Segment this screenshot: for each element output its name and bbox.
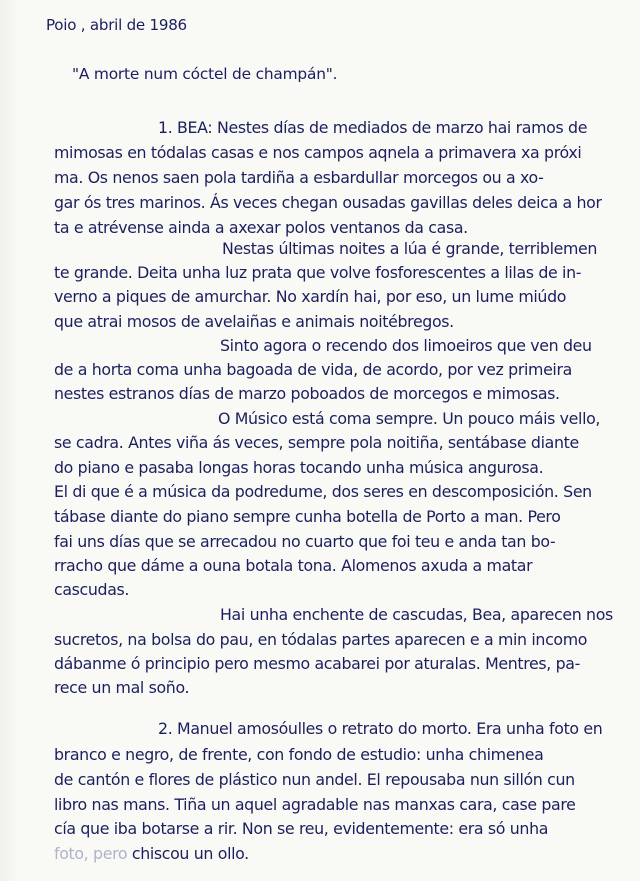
section-1-line-16: El di que é a música da podredume, dos seres en descomposición. Sen bbox=[54, 482, 592, 501]
section-2-line-1: 2. Manuel amosóulles o retrato do morto. Era unha foto en bbox=[158, 719, 603, 738]
section-1-line-10: Sinto agora o recendo dos limoeiros que ven deu bbox=[220, 336, 592, 355]
section-1-line-17: tábase diante do piano sempre cunha botella de Porto a man. Pero bbox=[54, 507, 561, 526]
chiscou-un-ollo-text: chiscou un ollo. bbox=[127, 844, 249, 863]
section-2-line-3: de cantón e flores de plástico nun andel. El repousaba nun sillón cun bbox=[54, 770, 575, 789]
section-1-line-8: verno a piques de amurchar. No xardín hai, por eso, un lume miúdo bbox=[54, 287, 567, 306]
section-2-line-4: libro nas mans. Tiña un aquel agradable nas manxas cara, case pare bbox=[54, 795, 576, 814]
section-1-line-23: dábanme ó principio pero mesmo acabarei por aturalas. Mentres, pa- bbox=[54, 654, 580, 673]
section-1-line-22: sucretos, na bolsa do pau, en tódalas partes aparecen e a min incomo bbox=[54, 630, 588, 649]
section-1-line-4: gar ós tres marinos. Ás veces chegan ousadas gavillas deles deica a hor bbox=[54, 193, 602, 212]
section-1-line-5: ta e atrévense ainda a axexar polos ventanos da casa. bbox=[54, 218, 468, 237]
section-1-line-21: Hai unha enchente de cascudas, Bea, aparecen nos bbox=[220, 605, 613, 624]
section-1-line-3: ma. Os nenos saen pola tardiña a esbardullar morcegos ou a xo- bbox=[54, 168, 544, 187]
letter-title: "A morte num cóctel de champán". bbox=[72, 65, 338, 83]
section-1-line-20: cascudas. bbox=[54, 580, 130, 599]
faint-foto-pero-text: foto, pero bbox=[54, 844, 128, 863]
section-1-line-7: te grande. Deita unha luz prata que volve fosforescentes a lilas de in- bbox=[54, 263, 582, 282]
section-1-line-9: que atrai mosos de avelaiñas e animais noitébregos. bbox=[54, 312, 454, 331]
section-1-line-2: mimosas en tódalas casas e nos campos aqnela a primavera xa próxi bbox=[54, 143, 582, 162]
section-2-line-2: branco e negro, de frente, con fondo de estudio: unha chimenea bbox=[54, 745, 544, 764]
section-2-line-5: cía que iba botarse a rir. Non se reu, evidentemente: era só unha bbox=[54, 819, 549, 838]
section-1-line-18: fai uns días que se arrecadou no cuarto que foi teu e anda tan bo- bbox=[54, 532, 556, 551]
section-1-line-15: do piano e pasaba longas horas tocando unha música angurosa. bbox=[54, 458, 544, 477]
section-1-line-13: O Músico está coma sempre. Un pouco máis vello, bbox=[218, 409, 601, 428]
section-2-line-6 bbox=[54, 846, 249, 862]
section-1-line-6: Nestas últimas noites a lúa é grande, terriblemen bbox=[222, 239, 598, 258]
section-1-line-24: rece un mal soño. bbox=[54, 678, 190, 697]
letter-date-heading: Poio , abril de 1986 bbox=[46, 16, 187, 34]
section-1-line-14: se cadra. Antes viña ás veces, sempre pola noitiña, sentábase diante bbox=[54, 433, 579, 452]
section-1-line-19: rracho que dáme a ouna botala tona. Alomenos axuda a matar bbox=[54, 556, 533, 575]
section-1-line-1: 1. BEA: Nestes días de mediados de marzo hai ramos de bbox=[158, 118, 588, 137]
section-1-line-11: de a horta coma unha bagoada de vida, de acordo, por vez primeira bbox=[54, 360, 572, 379]
section-1-line-12: nestes estranos días de marzo poboados de morcegos e mimosas. bbox=[54, 384, 560, 403]
